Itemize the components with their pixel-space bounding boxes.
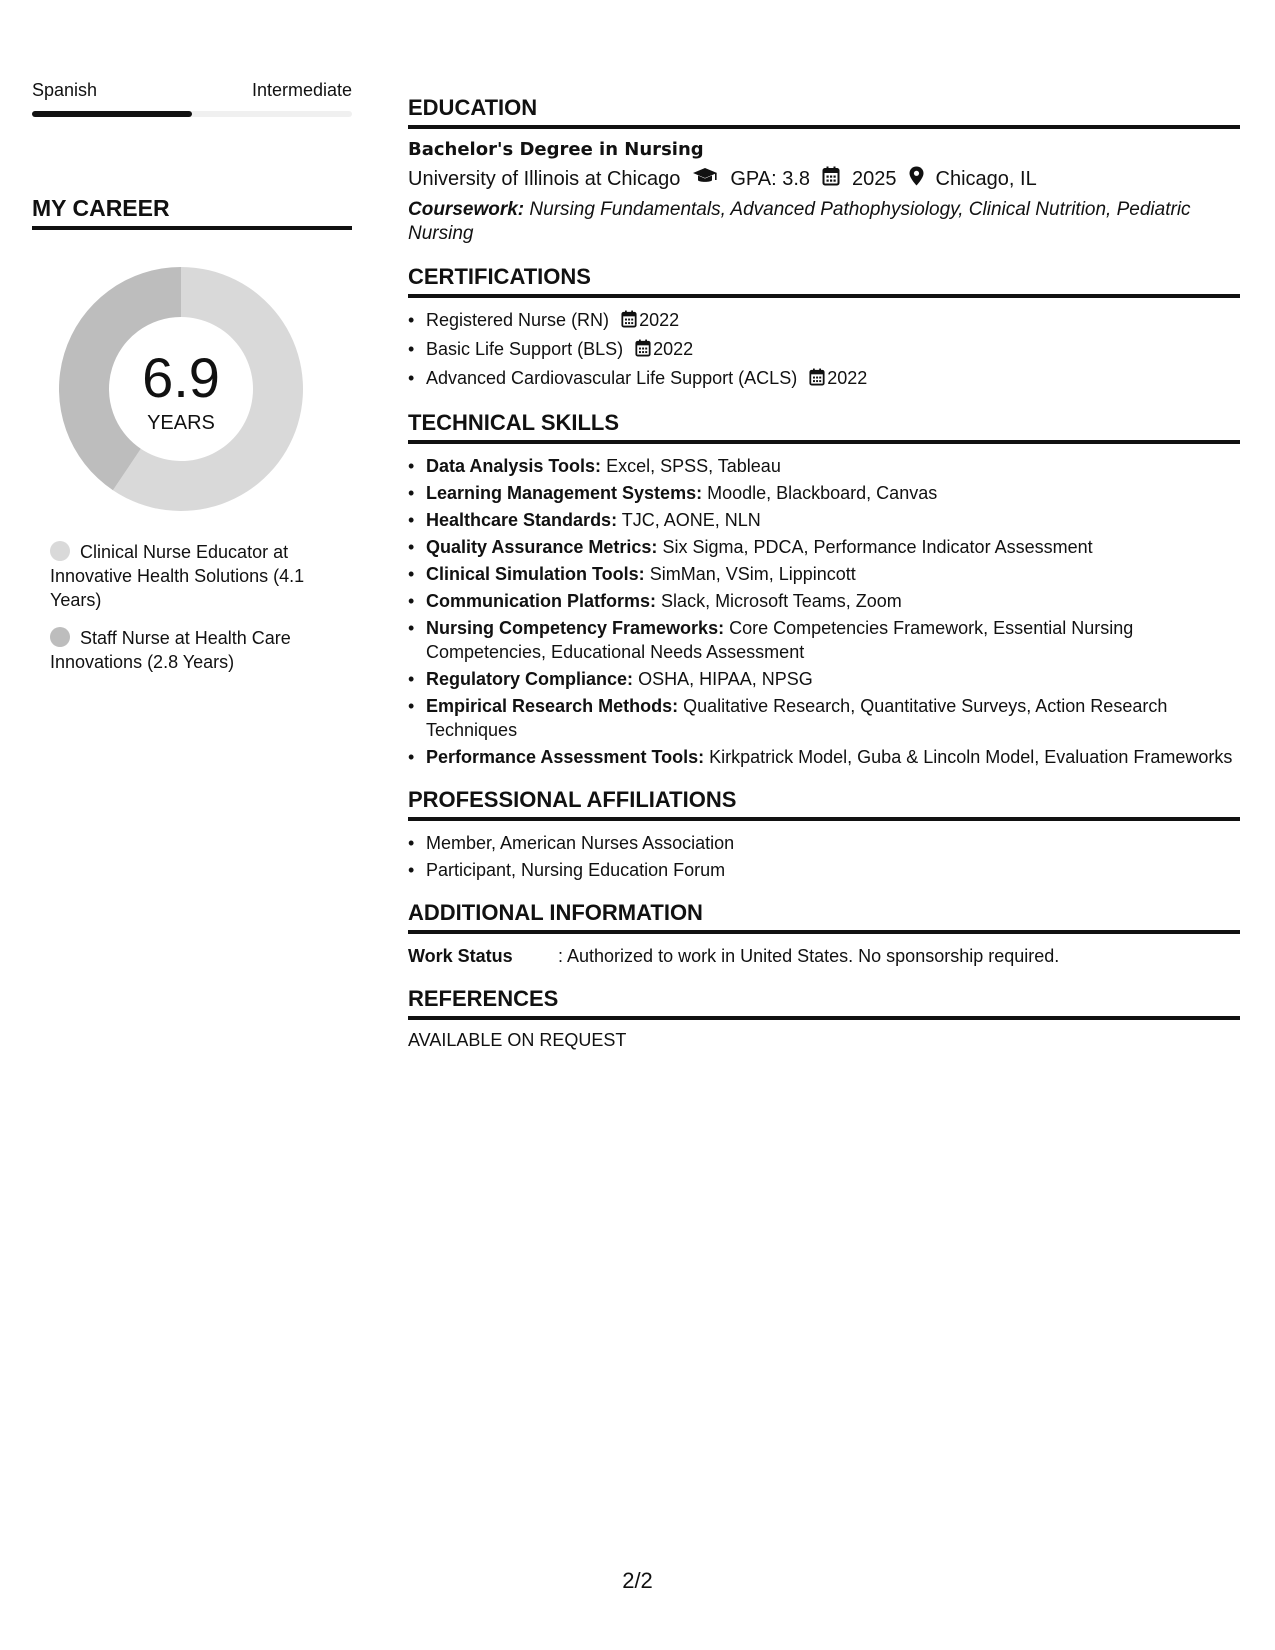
skill-values: Moodle, Blackboard, Canvas bbox=[707, 483, 938, 503]
certifications-section bbox=[408, 264, 1240, 392]
skill-values: Qualitative Research, Quantitative Surveys, Action Research Techniques bbox=[426, 696, 1168, 740]
references-text: AVAILABLE ON REQUEST bbox=[408, 1030, 627, 1050]
legend-dot bbox=[50, 627, 70, 647]
career-total-unit: YEARS bbox=[147, 411, 215, 434]
references-section bbox=[408, 986, 1240, 1051]
certification-item bbox=[408, 366, 1240, 392]
calendar-icon bbox=[635, 339, 651, 363]
calendar-icon bbox=[822, 166, 840, 192]
education-section bbox=[408, 95, 1240, 246]
skill-category: Empirical Research Methods: bbox=[426, 696, 679, 716]
gpa: GPA: 3.8 bbox=[730, 167, 811, 190]
skill-category: Performance Assessment Tools: bbox=[426, 747, 705, 767]
skill-item bbox=[408, 616, 1240, 664]
language-proficiency-fill bbox=[32, 111, 192, 117]
language-name: Spanish bbox=[32, 80, 98, 100]
affiliations-title: PROFESSIONAL AFFILIATIONS bbox=[408, 787, 1240, 821]
skill-category: Learning Management Systems: bbox=[426, 483, 703, 503]
skill-item bbox=[408, 745, 1240, 769]
skills-list bbox=[408, 454, 1240, 769]
graduation-year: 2025 bbox=[852, 167, 897, 190]
language-level: Intermediate bbox=[251, 80, 352, 100]
skill-values: SimMan, VSim, Lippincott bbox=[649, 564, 856, 584]
certifications-list bbox=[408, 308, 1240, 392]
career-heading: MY CAREER bbox=[32, 195, 352, 230]
skill-item bbox=[408, 535, 1240, 559]
affiliations-list bbox=[408, 831, 1240, 882]
career-legend-item bbox=[50, 626, 330, 674]
certification-year: 2022 bbox=[653, 339, 694, 359]
skill-item bbox=[408, 481, 1240, 505]
school-name: University of Illinois at Chicago bbox=[408, 167, 681, 190]
skill-category: Healthcare Standards: bbox=[426, 510, 618, 530]
skill-item bbox=[408, 508, 1240, 532]
career-legend bbox=[50, 540, 330, 674]
calendar-icon bbox=[809, 368, 825, 392]
degree-name: Bachelor's Degree in Nursing bbox=[408, 139, 704, 160]
references-title: REFERENCES bbox=[408, 986, 1240, 1020]
career-donut-chart bbox=[56, 264, 306, 514]
education-meta bbox=[408, 166, 1240, 192]
skill-category: Clinical Simulation Tools: bbox=[426, 564, 645, 584]
skill-category: Nursing Competency Frameworks: bbox=[426, 618, 725, 638]
coursework bbox=[408, 198, 1240, 246]
list-item: • Member, American Nurses Association bbox=[408, 831, 1240, 855]
additional-section bbox=[408, 900, 1240, 968]
skill-values: Excel, SPSS, Tableau bbox=[606, 456, 781, 476]
language-proficiency-bar bbox=[32, 111, 352, 117]
skill-item bbox=[408, 667, 1240, 691]
skill-values: OSHA, HIPAA, NPSG bbox=[638, 669, 813, 689]
calendar-icon bbox=[621, 310, 637, 334]
skill-item bbox=[408, 589, 1240, 613]
skill-values: Six Sigma, PDCA, Performance Indicator Assessment bbox=[662, 537, 1093, 557]
skill-values: Kirkpatrick Model, Guba & Lincoln Model, Evaluation Frameworks bbox=[709, 747, 1233, 767]
graduation-cap-icon bbox=[692, 167, 718, 191]
skills-section bbox=[408, 410, 1240, 769]
list-item: • Participant, Nursing Education Forum bbox=[408, 858, 1240, 882]
work-status-value: : Authorized to work in United States. No sponsorship required. bbox=[558, 946, 1060, 966]
education-title: EDUCATION bbox=[408, 95, 1240, 129]
skill-item bbox=[408, 454, 1240, 478]
certification-item bbox=[408, 337, 1240, 363]
skill-category: Quality Assurance Metrics: bbox=[426, 537, 658, 557]
skill-values: Slack, Microsoft Teams, Zoom bbox=[661, 591, 902, 611]
certification-name: Registered Nurse (RN) bbox=[426, 310, 610, 330]
certification-year: 2022 bbox=[827, 368, 868, 388]
location-pin-icon bbox=[909, 166, 924, 192]
coursework-list: Nursing Fundamentals, Advanced Pathophysiology, Clinical Nutrition, Pediatric Nursing bbox=[408, 199, 1191, 244]
skill-item bbox=[408, 562, 1240, 586]
education-location: Chicago, IL bbox=[935, 167, 1037, 190]
certifications-title: CERTIFICATIONS bbox=[408, 264, 1240, 298]
affiliations-section bbox=[408, 787, 1240, 882]
skill-category: Communication Platforms: bbox=[426, 591, 657, 611]
certification-name: Basic Life Support (BLS) bbox=[426, 339, 624, 359]
skill-category: Regulatory Compliance: bbox=[426, 669, 634, 689]
page-number: 2/2 bbox=[622, 1568, 653, 1593]
legend-dot bbox=[50, 541, 70, 561]
career-legend-label: Staff Nurse at Health Care Innovations (2.8 Years) bbox=[50, 628, 291, 672]
certification-year: 2022 bbox=[639, 310, 680, 330]
sidebar bbox=[32, 80, 352, 688]
work-status-label: Work Status bbox=[408, 946, 513, 966]
career-total-years: 6.9 bbox=[142, 345, 220, 409]
main-content bbox=[408, 95, 1240, 1069]
certification-name: Advanced Cardiovascular Life Support (ACLS) bbox=[426, 368, 798, 388]
skill-values: TJC, AONE, NLN bbox=[621, 510, 761, 530]
language-skill bbox=[32, 80, 352, 117]
skills-title: TECHNICAL SKILLS bbox=[408, 410, 1240, 444]
additional-title: ADDITIONAL INFORMATION bbox=[408, 900, 1240, 934]
skill-category: Data Analysis Tools: bbox=[426, 456, 602, 476]
skill-item bbox=[408, 694, 1240, 742]
career-legend-item bbox=[50, 540, 330, 612]
work-status-row bbox=[408, 944, 1240, 968]
coursework-label: Coursework: bbox=[408, 199, 525, 220]
skill-values: Core Competencies Framework, Essential Nursing Competencies, Educational Needs Assessment bbox=[426, 618, 1134, 662]
certification-item bbox=[408, 308, 1240, 334]
career-legend-label: Clinical Nurse Educator at Innovative Health Solutions (4.1 Years) bbox=[50, 542, 305, 610]
